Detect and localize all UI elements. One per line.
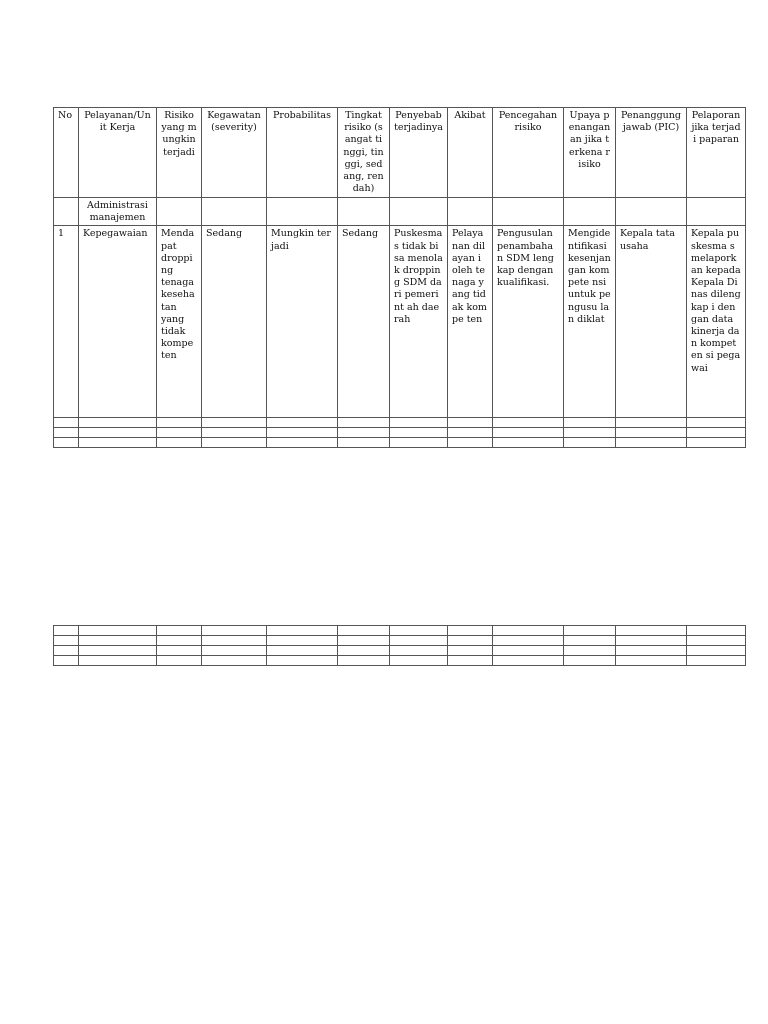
- risk-register-table: [53, 107, 746, 448]
- cell-no: 1: [54, 226, 79, 418]
- header-pencegahan: Pencegahan risiko: [493, 108, 564, 198]
- empty-row: [54, 656, 746, 666]
- empty-row: [54, 438, 746, 448]
- blank-table: [53, 625, 746, 666]
- empty-row: [54, 418, 746, 428]
- table-row: [54, 226, 746, 418]
- cell-pencegahan: Pengusulan penambahan SDM lengkap dengan kualifikasi.: [493, 226, 564, 418]
- cell-risiko: Menda pat droppi ng tenaga keseha tan yang tidak kompe ten: [157, 226, 202, 418]
- cell-kegawatan: Sedang: [202, 226, 267, 418]
- header-akibat: Akibat: [448, 108, 493, 198]
- header-upaya: Upaya penanganan jika terkena risiko: [564, 108, 616, 198]
- header-tingkat: Tingkat risiko (sangat tinggi, tinggi, sedang, rendah): [338, 108, 390, 198]
- empty-row: [54, 636, 746, 646]
- header-no: No: [54, 108, 79, 198]
- header-row: [54, 108, 746, 198]
- empty-row: [54, 428, 746, 438]
- cell-penyebab: Puskesma s tidak bisa menolak dropping SDM dari pemerint ah daerah: [390, 226, 448, 418]
- cell-pelaporan: Kepala puskesma s melapork an kepada Kepala Dinas dilengkap i dengan data kinerja dan kompeten si pegawai: [687, 226, 746, 418]
- header-probabilitas: Probabilitas: [267, 108, 338, 198]
- cell-akibat: Pelaya nan dilayan i oleh tenaga yang tidak kompe ten: [448, 226, 493, 418]
- cell-probabilitas: Mungkin terjadi: [267, 226, 338, 418]
- section-label: Administrasi manajemen: [79, 198, 157, 226]
- cell-unit: Kepegawaian: [79, 226, 157, 418]
- header-pic: Penanggung jawab (PIC): [616, 108, 687, 198]
- header-penyebab: Penyebab terjadinya: [390, 108, 448, 198]
- cell-upaya: Mengide ntifikasi kesenjan gan kompete nsi untuk pengusu lan diklat: [564, 226, 616, 418]
- empty-row: [54, 626, 746, 636]
- header-kegawatan: Kegawatan (severity): [202, 108, 267, 198]
- empty-row: [54, 646, 746, 656]
- cell-pic: Kepala tata usaha: [616, 226, 687, 418]
- header-pelaporan: Pelaporan jika terjadi paparan: [687, 108, 746, 198]
- header-risiko: Risiko yang mungkin terjadi: [157, 108, 202, 198]
- header-unit: Pelayanan/Unit Kerja: [79, 108, 157, 198]
- section-row: [54, 198, 746, 226]
- cell-tingkat: Sedang: [338, 226, 390, 418]
